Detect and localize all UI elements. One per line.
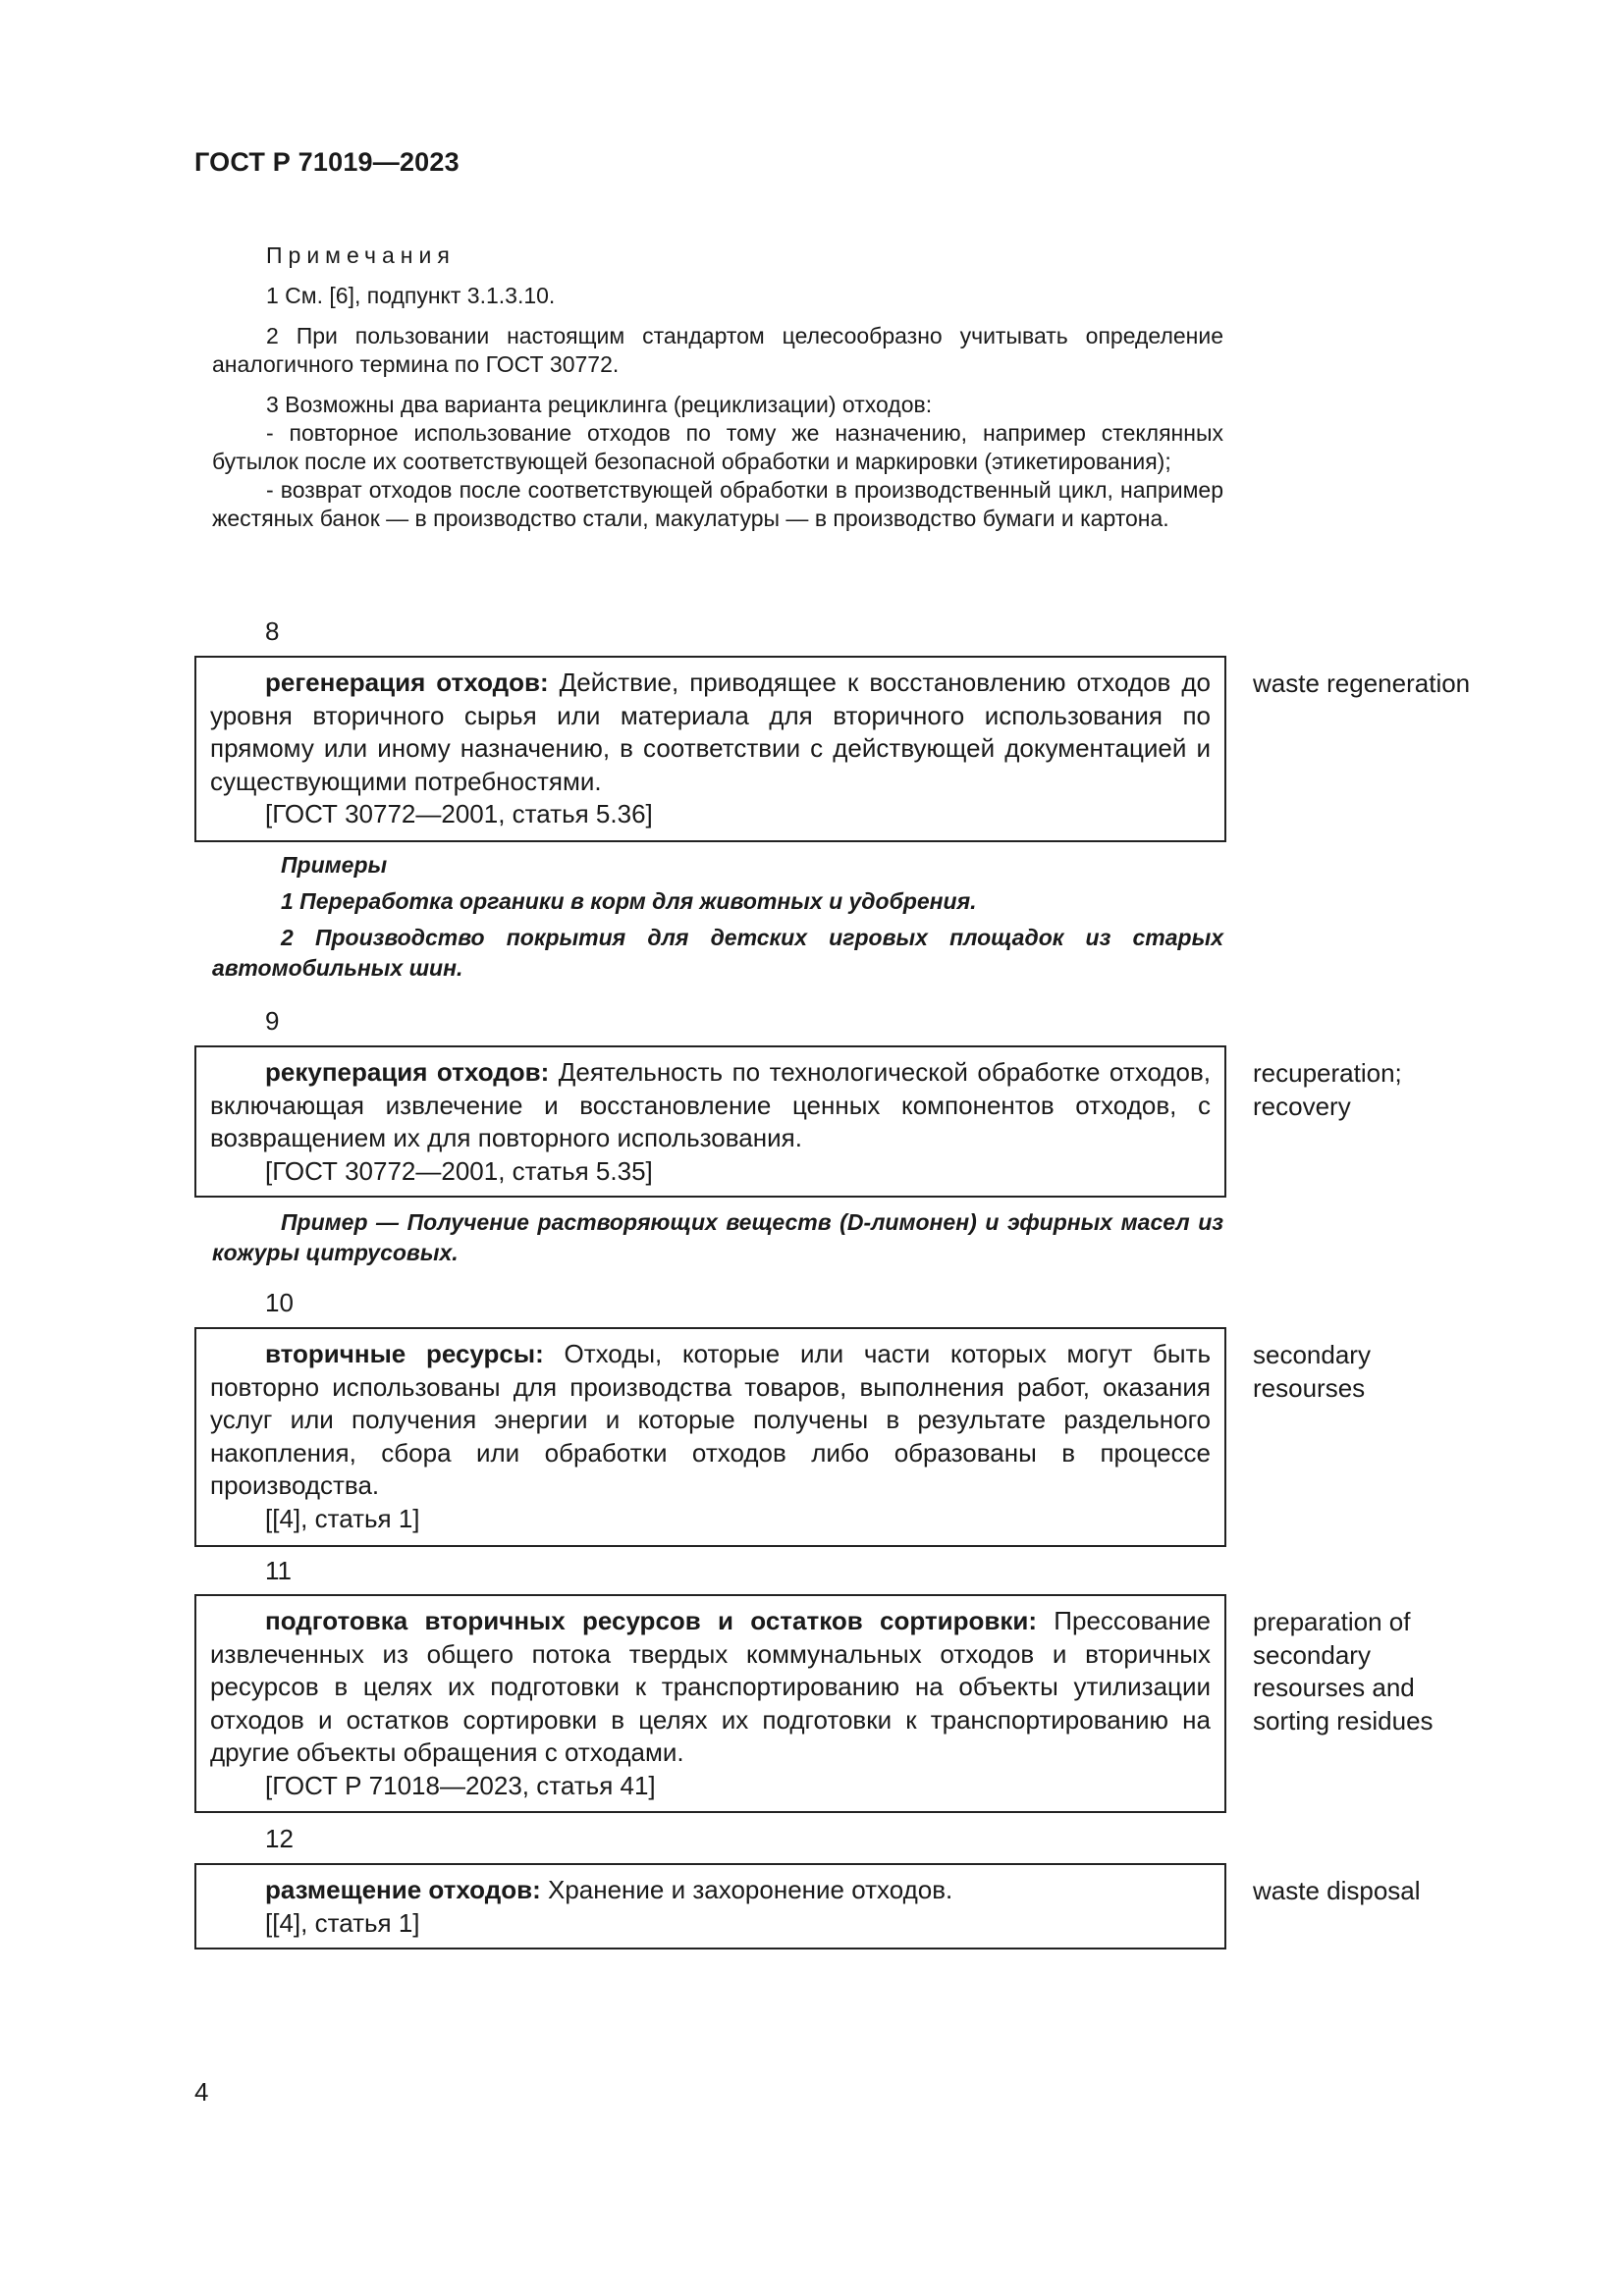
term-number: 11 [265, 1556, 292, 1585]
note-2: 2 При пользовании настоящим стандартом целесообразно учитывать определение аналогичного термина по ГОСТ 30772. [212, 323, 1223, 377]
term-source: [ГОСТ 30772—2001, статья 5.35] [265, 1155, 653, 1186]
term-source: [[4], статья 1] [265, 1907, 420, 1938]
term-name: регенерация отходов: [265, 667, 549, 697]
note-3: 3 Возможны два варианта рециклинга (рециклизации) отходов: [266, 392, 933, 417]
term-box-11 [194, 1594, 1226, 1813]
term-name: вторичные ресурсы: [265, 1339, 544, 1368]
term-source: [ГОСТ 30772—2001, статья 5.36] [265, 799, 653, 828]
notes-block [212, 241, 1223, 533]
example-1: 1 Переработка органики в корм для животных и удобрения. [281, 888, 977, 914]
term-number: 8 [265, 616, 280, 646]
note-3-item-b: - возврат отходов после соответствующей обработки в производственный цикл, например жестяных банок — в производство стали, макулатуры — в производство бумаги и картона. [212, 477, 1223, 531]
term-definition: Действие, приводящее к восстановлению отходов до уровня вторичного сырья или материала для вторичного использования по прямому или иному назначению, в соответствии с действующей документацией и существующими потребностями. [210, 667, 1211, 796]
term-english: secondary resourses [1253, 1340, 1371, 1403]
term-number: 12 [265, 1824, 294, 1853]
example-2: 2 Производство покрытия для детских игровых площадок из старых автомобильных шин. [212, 925, 1223, 981]
term-number: 9 [265, 1006, 280, 1036]
term-definition: Прессование извлеченных из общего потока твердых коммунальных отходов и вторичных ресурсов в целях их подготовки к транспортированию на объекты утилизации отходов и остатков сортировки в целях их подготовки к транспортированию на другие объекты обращения с отходами. [210, 1606, 1211, 1767]
examples-title: Примеры [281, 852, 388, 878]
term-name: размещение отходов: [265, 1875, 541, 1904]
notes-title: Примечания [266, 242, 456, 268]
document-header: ГОСТ Р 71019—2023 [194, 147, 460, 177]
term-english: recuperation; recovery [1253, 1058, 1402, 1121]
term-box-9 [194, 1045, 1226, 1198]
term-box-8 [194, 656, 1226, 842]
example-block [212, 1207, 1223, 1268]
note-3-item-a: - повторное использование отходов по тому же назначению, например стеклянных бутылок после их соответствующей безопасной обработки и маркировки (этикетирования); [212, 420, 1223, 474]
term-definition: Деятельность по технологической обработке отходов, включающая извлечение и восстановление ценных компонентов отходов, с возвращением их для повторного использования. [210, 1057, 1211, 1152]
term-english: preparation of secondary resourses and sorting residues [1253, 1607, 1434, 1735]
examples-block [212, 850, 1223, 984]
term-definition: Хранение и захоронение отходов. [540, 1875, 953, 1904]
term-english: waste disposal [1253, 1876, 1421, 1905]
term-number: 10 [265, 1288, 294, 1317]
term-box-10 [194, 1327, 1226, 1547]
term-box-12 [194, 1863, 1226, 1949]
term-english: waste regeneration [1253, 668, 1471, 698]
note-1: 1 См. [6], подпункт 3.1.3.10. [266, 283, 556, 308]
term-source: [ГОСТ Р 71018—2023, статья 41] [265, 1770, 656, 1800]
example: Пример — Получение растворяющих веществ (D-лимонен) и эфирных масел из кожуры цитрусовых. [212, 1209, 1223, 1265]
term-source: [[4], статья 1] [265, 1503, 420, 1533]
term-name: подготовка вторичных ресурсов и остатков сортировки: [265, 1606, 1038, 1635]
page-number: 4 [194, 2077, 209, 2107]
term-definition: Отходы, которые или части которых могут быть повторно использованы для производства товаров, выполнения работ, оказания услуг или получения энергии и которые получены в результате раздельного накопления, сбора или обработки отходов либо образованы в процессе производства. [210, 1339, 1212, 1500]
term-name: рекуперация отходов: [265, 1057, 550, 1087]
